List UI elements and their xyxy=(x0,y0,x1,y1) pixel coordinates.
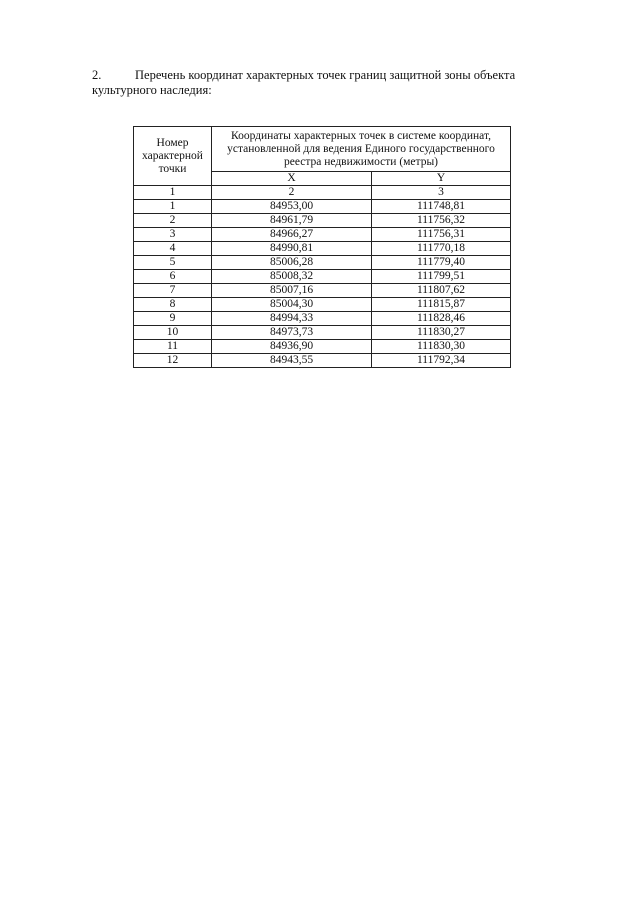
section-title: Перечень координат характерных точек границ защитной зоны объекта культурного наследия: xyxy=(92,68,516,97)
x-coordinate-cell: 85006,28 xyxy=(212,256,372,270)
column-number: 3 xyxy=(372,186,511,200)
point-number-cell: 5 xyxy=(134,256,212,270)
table-row xyxy=(134,214,511,228)
coordinates-table xyxy=(133,126,511,368)
y-coordinate-cell: 111830,27 xyxy=(372,326,511,340)
point-number-cell: 4 xyxy=(134,242,212,256)
table-row xyxy=(134,298,511,312)
point-number-cell: 8 xyxy=(134,298,212,312)
column-number: 2 xyxy=(212,186,372,200)
table-body xyxy=(134,186,511,368)
y-coordinate-cell: 111748,81 xyxy=(372,200,511,214)
column-number-row xyxy=(134,186,511,200)
table-row xyxy=(134,242,511,256)
y-coordinate-cell: 111756,31 xyxy=(372,228,511,242)
point-number-cell: 9 xyxy=(134,312,212,326)
table-row xyxy=(134,312,511,326)
x-coordinate-cell: 84966,27 xyxy=(212,228,372,242)
x-coordinate-cell: 84961,79 xyxy=(212,214,372,228)
x-coordinate-cell: 85007,16 xyxy=(212,284,372,298)
point-number-cell: 3 xyxy=(134,228,212,242)
y-coordinate-cell: 111799,51 xyxy=(372,270,511,284)
table-row xyxy=(134,354,511,368)
point-number-cell: 11 xyxy=(134,340,212,354)
section-heading xyxy=(92,68,552,98)
section-number: 2. xyxy=(92,68,102,82)
header-coordinates: Координаты характерных точек в системе координат, установленной для ведения Единого государственного реестра недвижимости (метры) xyxy=(212,127,511,172)
table-row xyxy=(134,340,511,354)
y-coordinate-cell: 111807,62 xyxy=(372,284,511,298)
point-number-cell: 10 xyxy=(134,326,212,340)
header-y: Y xyxy=(372,172,511,186)
y-coordinate-cell: 111828,46 xyxy=(372,312,511,326)
x-coordinate-cell: 84990,81 xyxy=(212,242,372,256)
table-row xyxy=(134,228,511,242)
point-number-cell: 12 xyxy=(134,354,212,368)
y-coordinate-cell: 111779,40 xyxy=(372,256,511,270)
y-coordinate-cell: 111756,32 xyxy=(372,214,511,228)
table-row xyxy=(134,326,511,340)
y-coordinate-cell: 111830,30 xyxy=(372,340,511,354)
x-coordinate-cell: 84994,33 xyxy=(212,312,372,326)
table-row xyxy=(134,284,511,298)
x-coordinate-cell: 84973,73 xyxy=(212,326,372,340)
point-number-cell: 6 xyxy=(134,270,212,284)
x-coordinate-cell: 85008,32 xyxy=(212,270,372,284)
y-coordinate-cell: 111770,18 xyxy=(372,242,511,256)
x-coordinate-cell: 85004,30 xyxy=(212,298,372,312)
x-coordinate-cell: 84953,00 xyxy=(212,200,372,214)
table-row xyxy=(134,256,511,270)
column-number: 1 xyxy=(134,186,212,200)
header-x: X xyxy=(212,172,372,186)
point-number-cell: 2 xyxy=(134,214,212,228)
table-row xyxy=(134,270,511,284)
point-number-cell: 1 xyxy=(134,200,212,214)
header-point-number: Номер характерной точки xyxy=(134,127,212,186)
x-coordinate-cell: 84936,90 xyxy=(212,340,372,354)
point-number-cell: 7 xyxy=(134,284,212,298)
y-coordinate-cell: 111815,87 xyxy=(372,298,511,312)
table-row xyxy=(134,200,511,214)
x-coordinate-cell: 84943,55 xyxy=(212,354,372,368)
y-coordinate-cell: 111792,34 xyxy=(372,354,511,368)
